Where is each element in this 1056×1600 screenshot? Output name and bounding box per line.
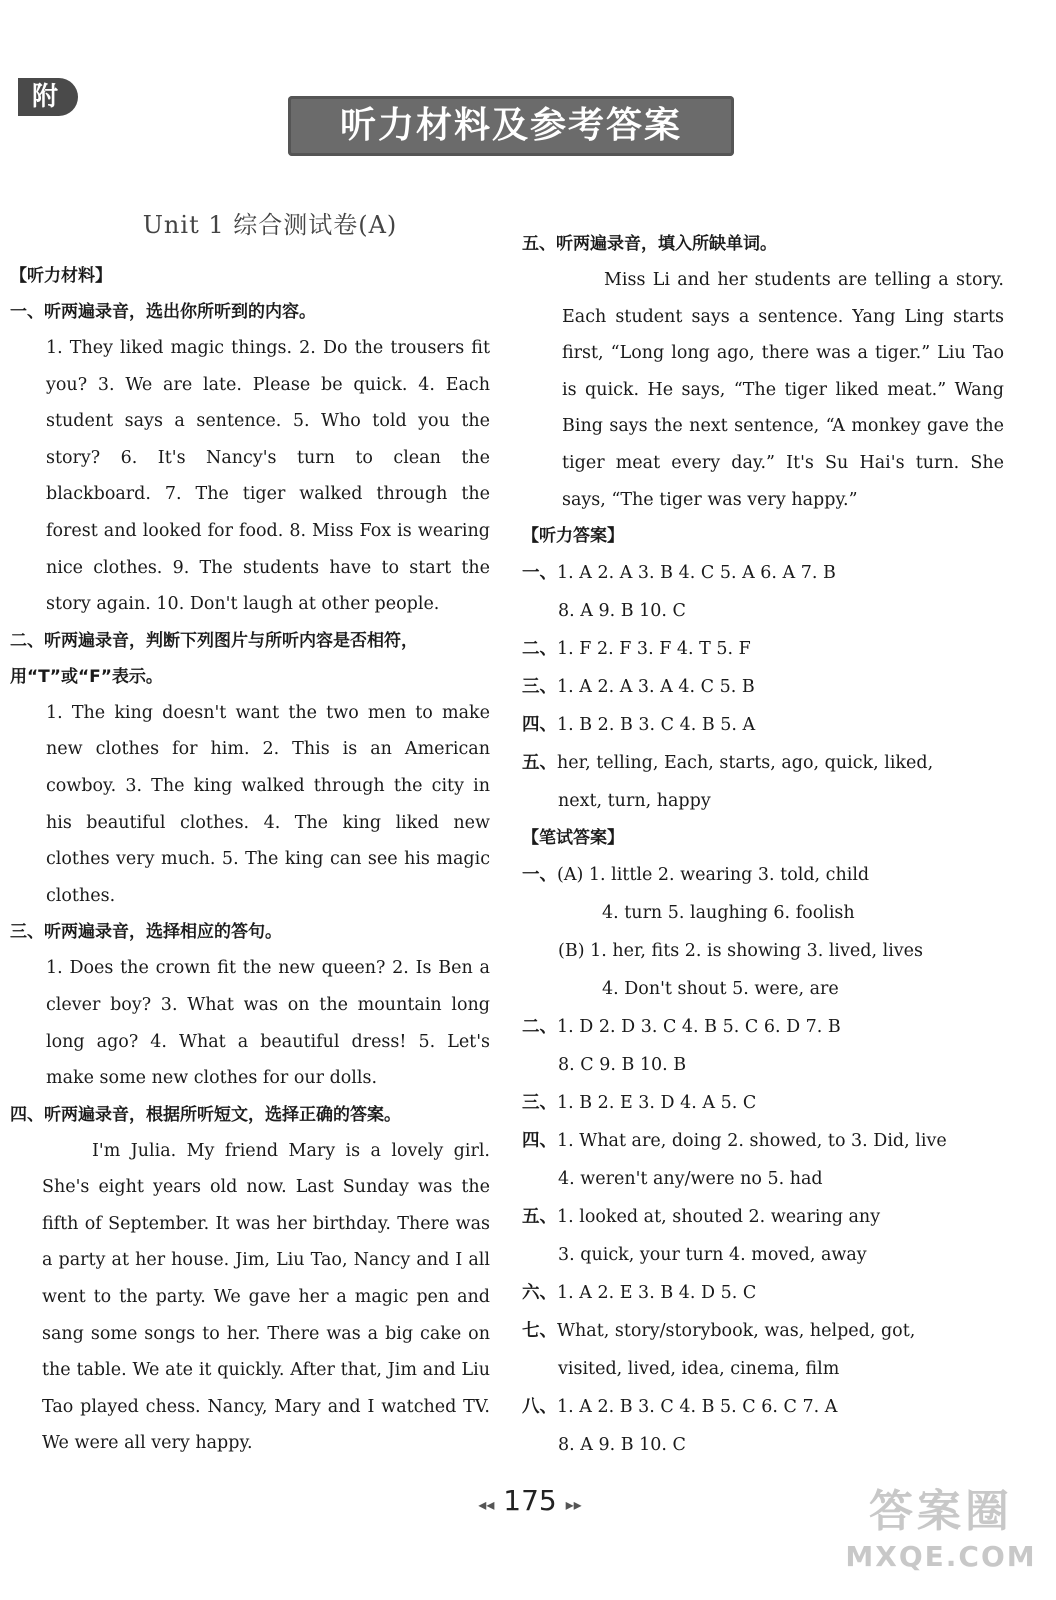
watermark-logo xyxy=(836,1484,1046,1580)
section-4-passage: I'm Julia. My friend Mary is a lovely girl. She's eight years old now. Last Sunday was the fifth of September. It was her birthday. There was a party at her house. Jim, Liu Tao, Nancy and I all went to the party. We gave her a magic pen and sang some songs to her. There was a big cake on the table. We ate it quickly. After that, Jim and Liu Tao played chess. Nancy, Mary and I watched TV. We were all very happy. xyxy=(42,1140,490,1454)
written-answer-row: 8. A 9. B 10. C xyxy=(558,1435,686,1456)
section-2-heading: 二、听两遍录音，判断下列图片与所听内容是否相符，用“T”或“F”表示。 xyxy=(10,630,418,687)
prev-arrow-icon: ◂◂ xyxy=(478,1495,495,1514)
next-arrow-icon: ▸▸ xyxy=(565,1495,582,1514)
unit-title: Unit 1 综合测试卷(A) xyxy=(142,211,398,239)
listening-answer-row: 8. A 9. B 10. C xyxy=(558,601,686,622)
written-answer-row: 八、1. A 2. B 3. C 4. B 5. C 6. C 7. A xyxy=(522,1397,838,1418)
right-column xyxy=(522,226,1004,1464)
section-3-text: 1. Does the crown fit the new queen? 2. Is Ben a clever boy? 3. What was on the mountain long long ago? 4. What a beautiful dress! 5. Let's make some new clothes for our dolls. xyxy=(46,958,490,1089)
left-column xyxy=(10,205,490,1462)
appendix-tab: 附 xyxy=(18,78,78,116)
watermark-top: 答案圈 xyxy=(869,1486,1013,1537)
written-answer-row: 3. quick, your turn 4. moved, away xyxy=(558,1245,867,1266)
section-5-heading: 五、听两遍录音，填入所缺单词。 xyxy=(522,234,777,254)
section-4-heading: 四、听两遍录音，根据所听短文，选择正确的答案。 xyxy=(10,1104,401,1125)
written-answer-row: 4. Don't shout 5. were, are xyxy=(602,979,839,1000)
written-answers-list xyxy=(522,856,1004,1464)
listening-answer-row: 二、1. F 2. F 3. F 4. T 5. F xyxy=(522,639,751,660)
section-2-text: 1. The king doesn't want the two men to make new clothes for him. 2. This is an American cowboy. 3. The king walked through the city in his beautiful clothes. 4. The king liked new clothes very much. 5. The king can see his magic clothes. xyxy=(46,702,490,906)
written-answer-row: 六、1. A 2. E 3. B 4. D 5. C xyxy=(522,1283,757,1304)
written-answer-row: 二、1. D 2. D 3. C 4. B 5. C 6. D 7. B xyxy=(522,1017,841,1038)
listening-answer-row: 四、1. B 2. B 3. C 4. B 5. A xyxy=(522,715,756,736)
watermark-bottom: MXQE.COM xyxy=(845,1540,1037,1573)
page-number xyxy=(430,1484,630,1517)
listening-answers-list xyxy=(522,554,1004,820)
listening-material-heading: 【听力材料】 xyxy=(10,266,112,286)
listening-answer-row: 五、her, telling, Each, starts, ago, quick, liked, xyxy=(522,753,934,774)
written-answer-row: (B) 1. her, fits 2. is showing 3. lived, lives xyxy=(558,941,924,962)
listening-answers-heading: 【听力答案】 xyxy=(522,526,624,547)
written-answer-row: 4. turn 5. laughing 6. foolish xyxy=(602,903,855,924)
written-answer-row: 七、What, story/storybook, was, helped, got, xyxy=(522,1321,916,1342)
written-answer-row: 一、(A) 1. little 2. wearing 3. told, child xyxy=(522,865,870,886)
written-answers-heading: 【笔试答案】 xyxy=(522,828,624,849)
section-1-heading: 一、听两遍录音，选出你所听到的内容。 xyxy=(10,302,316,322)
written-answer-row: 4. weren't any/were no 5. had xyxy=(558,1169,823,1190)
section-1-text: 1. They liked magic things. 2. Do the trousers fit you? 3. We are late. Please be quick. 4. Each student says a sentence. 5. Who told you the story? 6. It's Nancy's turn to clean the blackboard. 7. The tiger walked through the forest and looked for food. 8. Miss Fox is wearing nice clothes. 9. The students have to start the story again. 10. Don't laugh at other people. xyxy=(46,338,490,615)
section-3-heading: 三、听两遍录音，选择相应的答句。 xyxy=(10,922,282,943)
page-banner-title: 听力材料及参考答案 xyxy=(288,96,734,156)
listening-answer-row: next, turn, happy xyxy=(558,791,711,812)
listening-answer-row: 一、1. A 2. A 3. B 4. C 5. A 6. A 7. B xyxy=(522,563,836,584)
section-5-passage: Miss Li and her students are telling a story. Each student says a sentence. Yang Ling starts first, “Long long ago, there was a tiger.” Liu Tao is quick. He says, “The tiger liked meat.” Wang Bing says the next sentence, “A monkey gave the tiger meat every day.” It's Su Hai's turn. She says, “The tiger was very happy.” xyxy=(562,270,1004,510)
written-answer-row: visited, lived, idea, cinema, film xyxy=(558,1359,840,1380)
written-answer-row: 四、1. What are, doing 2. showed, to 3. Did, live xyxy=(522,1131,947,1152)
written-answer-row: 三、1. B 2. E 3. D 4. A 5. C xyxy=(522,1093,757,1114)
written-answer-row: 8. C 9. B 10. B xyxy=(558,1055,687,1076)
page-number-text: 175 xyxy=(503,1484,557,1517)
written-answer-row: 五、1. looked at, shouted 2. wearing any xyxy=(522,1207,881,1228)
listening-answer-row: 三、1. A 2. A 3. A 4. C 5. B xyxy=(522,677,755,698)
